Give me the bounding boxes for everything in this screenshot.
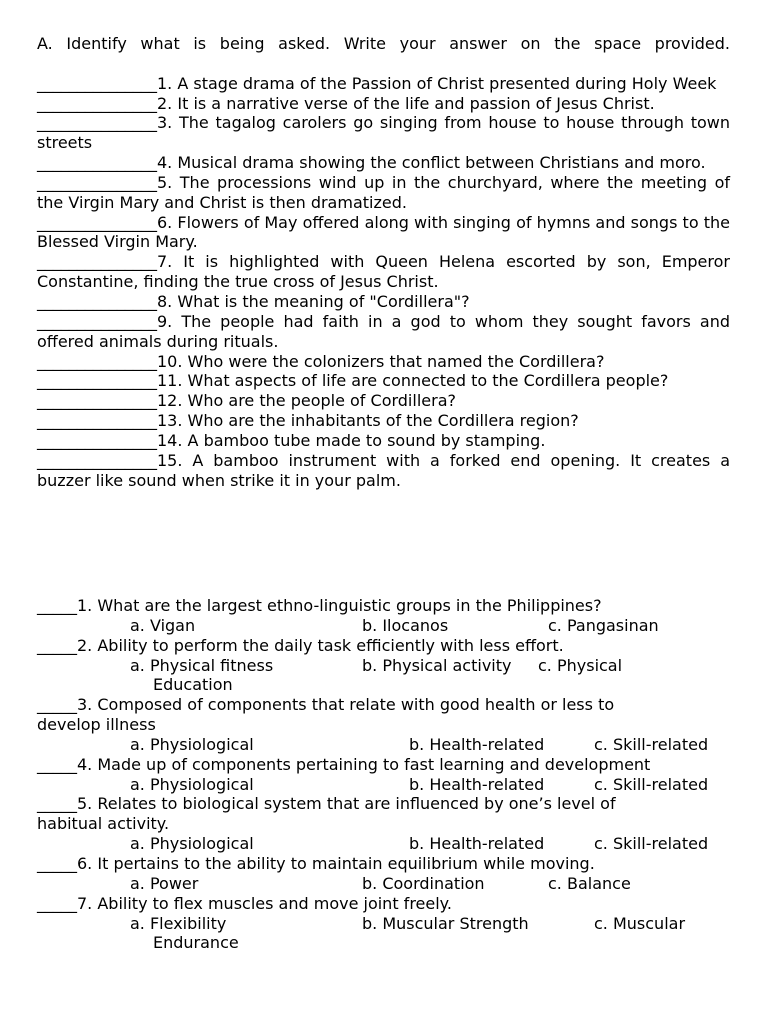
answer-blank[interactable]: _______________ — [37, 252, 157, 272]
item-number: 5. — [157, 172, 173, 192]
question-text: Ability to flex muscles and move joint freely. — [97, 893, 452, 913]
choice-continuation: Endurance — [153, 933, 239, 953]
item-text: What is the meaning of "Cordillera"? — [177, 291, 470, 311]
choice-b[interactable]: b. Health-related — [409, 834, 545, 854]
item-number: 2. — [157, 93, 173, 113]
identification-item — [37, 252, 730, 292]
question-text: What are the largest ethno-linguistic groups in the Philippines? — [97, 596, 602, 615]
choice-b[interactable]: b. Physical activity — [362, 655, 512, 675]
choice-b[interactable]: b. Muscular Strength — [362, 913, 529, 933]
answer-blank[interactable]: _____ — [37, 695, 77, 715]
item-text: What aspects of life are connected to the Cordillera people? — [187, 371, 669, 391]
part-b-multiple-choice — [37, 596, 737, 953]
question-number: 4. — [77, 754, 93, 774]
answer-blank[interactable]: _______________ — [37, 153, 157, 173]
item-number: 10. — [157, 351, 183, 371]
answer-blank[interactable]: _______________ — [37, 351, 157, 371]
question-number: 6. — [77, 853, 93, 873]
answer-blank[interactable]: _____ — [37, 596, 77, 615]
item-text: Flowers of May offered along with singing of hymns and songs to the Blessed Virgin Mary. — [37, 212, 730, 252]
choice-c[interactable]: c. Balance — [548, 873, 631, 893]
choice-c[interactable]: c. Physical — [538, 655, 623, 675]
item-text: The processions wind up in the churchyard, where the meeting of the Virgin Mary and Christ is then dramatized. — [37, 172, 730, 212]
mc-question — [37, 636, 737, 696]
choice-c[interactable]: c. Muscular — [594, 913, 686, 933]
question-line — [37, 894, 737, 914]
identification-item — [37, 352, 730, 372]
answer-blank[interactable]: _______________ — [37, 212, 157, 232]
question-line — [37, 636, 737, 656]
item-number: 12. — [157, 391, 183, 411]
choice-a[interactable]: a. Vigan — [130, 615, 196, 635]
choices-row — [37, 735, 737, 755]
choices-row — [37, 775, 737, 795]
choice-c[interactable]: c. Skill-related — [594, 734, 709, 754]
part-a-instruction: A. Identify what is being asked. Write your answer on the space provided. — [37, 34, 730, 53]
mc-question — [37, 695, 737, 755]
question-line — [37, 596, 737, 616]
answer-blank[interactable]: _______________ — [37, 311, 157, 331]
choice-a[interactable]: a. Physiological — [130, 734, 254, 754]
answer-blank[interactable]: _______________ — [37, 113, 157, 133]
item-text: Who are the inhabitants of the Cordillera region? — [187, 411, 579, 431]
answer-blank[interactable]: _______________ — [37, 93, 157, 113]
question-text: Composed of components that relate with good health or less to — [97, 695, 615, 715]
mc-question — [37, 894, 737, 954]
item-number: 1. — [157, 73, 173, 93]
answer-blank[interactable]: _______________ — [37, 411, 157, 431]
item-text: A stage drama of the Passion of Christ presented during Holy Week — [177, 73, 717, 93]
answer-blank[interactable]: _______________ — [37, 73, 157, 93]
question-text: Ability to perform the daily task efficiently with less effort. — [97, 635, 564, 655]
mc-question — [37, 794, 737, 854]
mc-question — [37, 596, 737, 636]
identification-item — [37, 292, 730, 312]
choices-row — [37, 914, 737, 934]
identification-item — [37, 451, 730, 491]
item-text: A bamboo instrument with a forked end opening. It creates a buzzer like sound when strike it in your palm. — [37, 450, 730, 490]
identification-item — [37, 431, 730, 451]
answer-blank[interactable]: _____ — [37, 754, 77, 774]
answer-blank[interactable]: _____ — [37, 853, 77, 873]
choices-row — [37, 656, 737, 676]
choices-row — [37, 874, 737, 894]
choice-c[interactable]: c. Pangasinan — [548, 615, 659, 635]
mc-question — [37, 854, 737, 894]
choice-a[interactable]: a. Flexibility — [130, 913, 227, 933]
choice-c[interactable]: c. Skill-related — [594, 774, 709, 794]
question-number: 3. — [77, 695, 93, 715]
item-number: 9. — [157, 311, 173, 331]
item-number: 15. — [157, 450, 183, 470]
item-number: 3. — [157, 113, 173, 133]
answer-blank[interactable]: _______________ — [37, 450, 157, 470]
choice-a[interactable]: a. Power — [130, 873, 199, 893]
answer-blank[interactable]: _____ — [37, 893, 77, 913]
item-number: 6. — [157, 212, 173, 232]
item-text: The people had faith in a god to whom they sought favors and offered animals during rituals. — [37, 311, 730, 351]
item-text: It is a narrative verse of the life and passion of Jesus Christ. — [177, 93, 655, 113]
question-line — [37, 695, 737, 715]
choices-row — [37, 616, 737, 636]
choice-c[interactable]: c. Skill-related — [594, 834, 709, 854]
mc-question — [37, 755, 737, 795]
item-text: The tagalog carolers go singing from house to house through town streets — [37, 113, 730, 153]
identification-item — [37, 173, 730, 213]
item-number: 8. — [157, 291, 173, 311]
choice-b[interactable]: b. Coordination — [362, 873, 485, 893]
identification-item — [37, 94, 730, 114]
identification-item — [37, 411, 730, 431]
identification-item — [37, 371, 730, 391]
identification-item — [37, 391, 730, 411]
item-text: Who are the people of Cordillera? — [187, 391, 456, 411]
choice-b[interactable]: b. Health-related — [409, 734, 545, 754]
question-line — [37, 854, 737, 874]
part-a-identification — [37, 34, 730, 490]
item-text: It is highlighted with Queen Helena escorted by son, Emperor Constantine, finding the true cross of Jesus Christ. — [37, 252, 730, 292]
item-text: Who were the colonizers that named the Cordillera? — [187, 351, 605, 371]
item-number: 11. — [157, 371, 183, 391]
choice-a[interactable]: a. Physiological — [130, 834, 254, 854]
identification-item — [37, 74, 730, 94]
choice-a[interactable]: a. Physiological — [130, 774, 254, 794]
identification-item — [37, 153, 730, 173]
choice-a[interactable]: a. Physical fitness — [130, 655, 274, 675]
question-number: 5. — [77, 794, 93, 814]
item-text: A bamboo tube made to sound by stamping. — [187, 430, 546, 450]
question-number: 7. — [77, 893, 93, 913]
question-number: 2. — [77, 635, 93, 655]
choices-row — [37, 834, 737, 854]
question-text: Relates to biological system that are influenced by one’s level of — [97, 794, 616, 814]
identification-item — [37, 113, 730, 153]
item-number: 7. — [157, 252, 173, 272]
answer-blank[interactable]: _____ — [37, 635, 77, 655]
answer-blank[interactable]: _____ — [37, 794, 77, 814]
question-line — [37, 794, 737, 814]
identification-item — [37, 213, 730, 253]
item-number: 4. — [157, 153, 173, 173]
question-line-continued: develop illness — [37, 715, 156, 735]
question-number: 1. — [77, 596, 93, 615]
item-text: Musical drama showing the conflict between Christians and moro. — [177, 153, 706, 173]
choice-b[interactable]: b. Health-related — [409, 774, 545, 794]
answer-blank[interactable]: _______________ — [37, 371, 157, 391]
answer-blank[interactable]: _______________ — [37, 172, 157, 192]
question-line — [37, 755, 737, 775]
question-text: It pertains to the ability to maintain equilibrium while moving. — [97, 853, 595, 873]
question-line-continued: habitual activity. — [37, 814, 170, 834]
answer-blank[interactable]: _______________ — [37, 430, 157, 450]
choice-continuation: Education — [153, 675, 233, 695]
identification-item — [37, 312, 730, 352]
item-number: 13. — [157, 411, 183, 431]
choice-b[interactable]: b. Ilocanos — [362, 615, 449, 635]
question-text: Made up of components pertaining to fast learning and development — [97, 754, 651, 774]
answer-blank[interactable]: _______________ — [37, 291, 157, 311]
answer-blank[interactable]: _______________ — [37, 391, 157, 411]
item-number: 14. — [157, 430, 183, 450]
